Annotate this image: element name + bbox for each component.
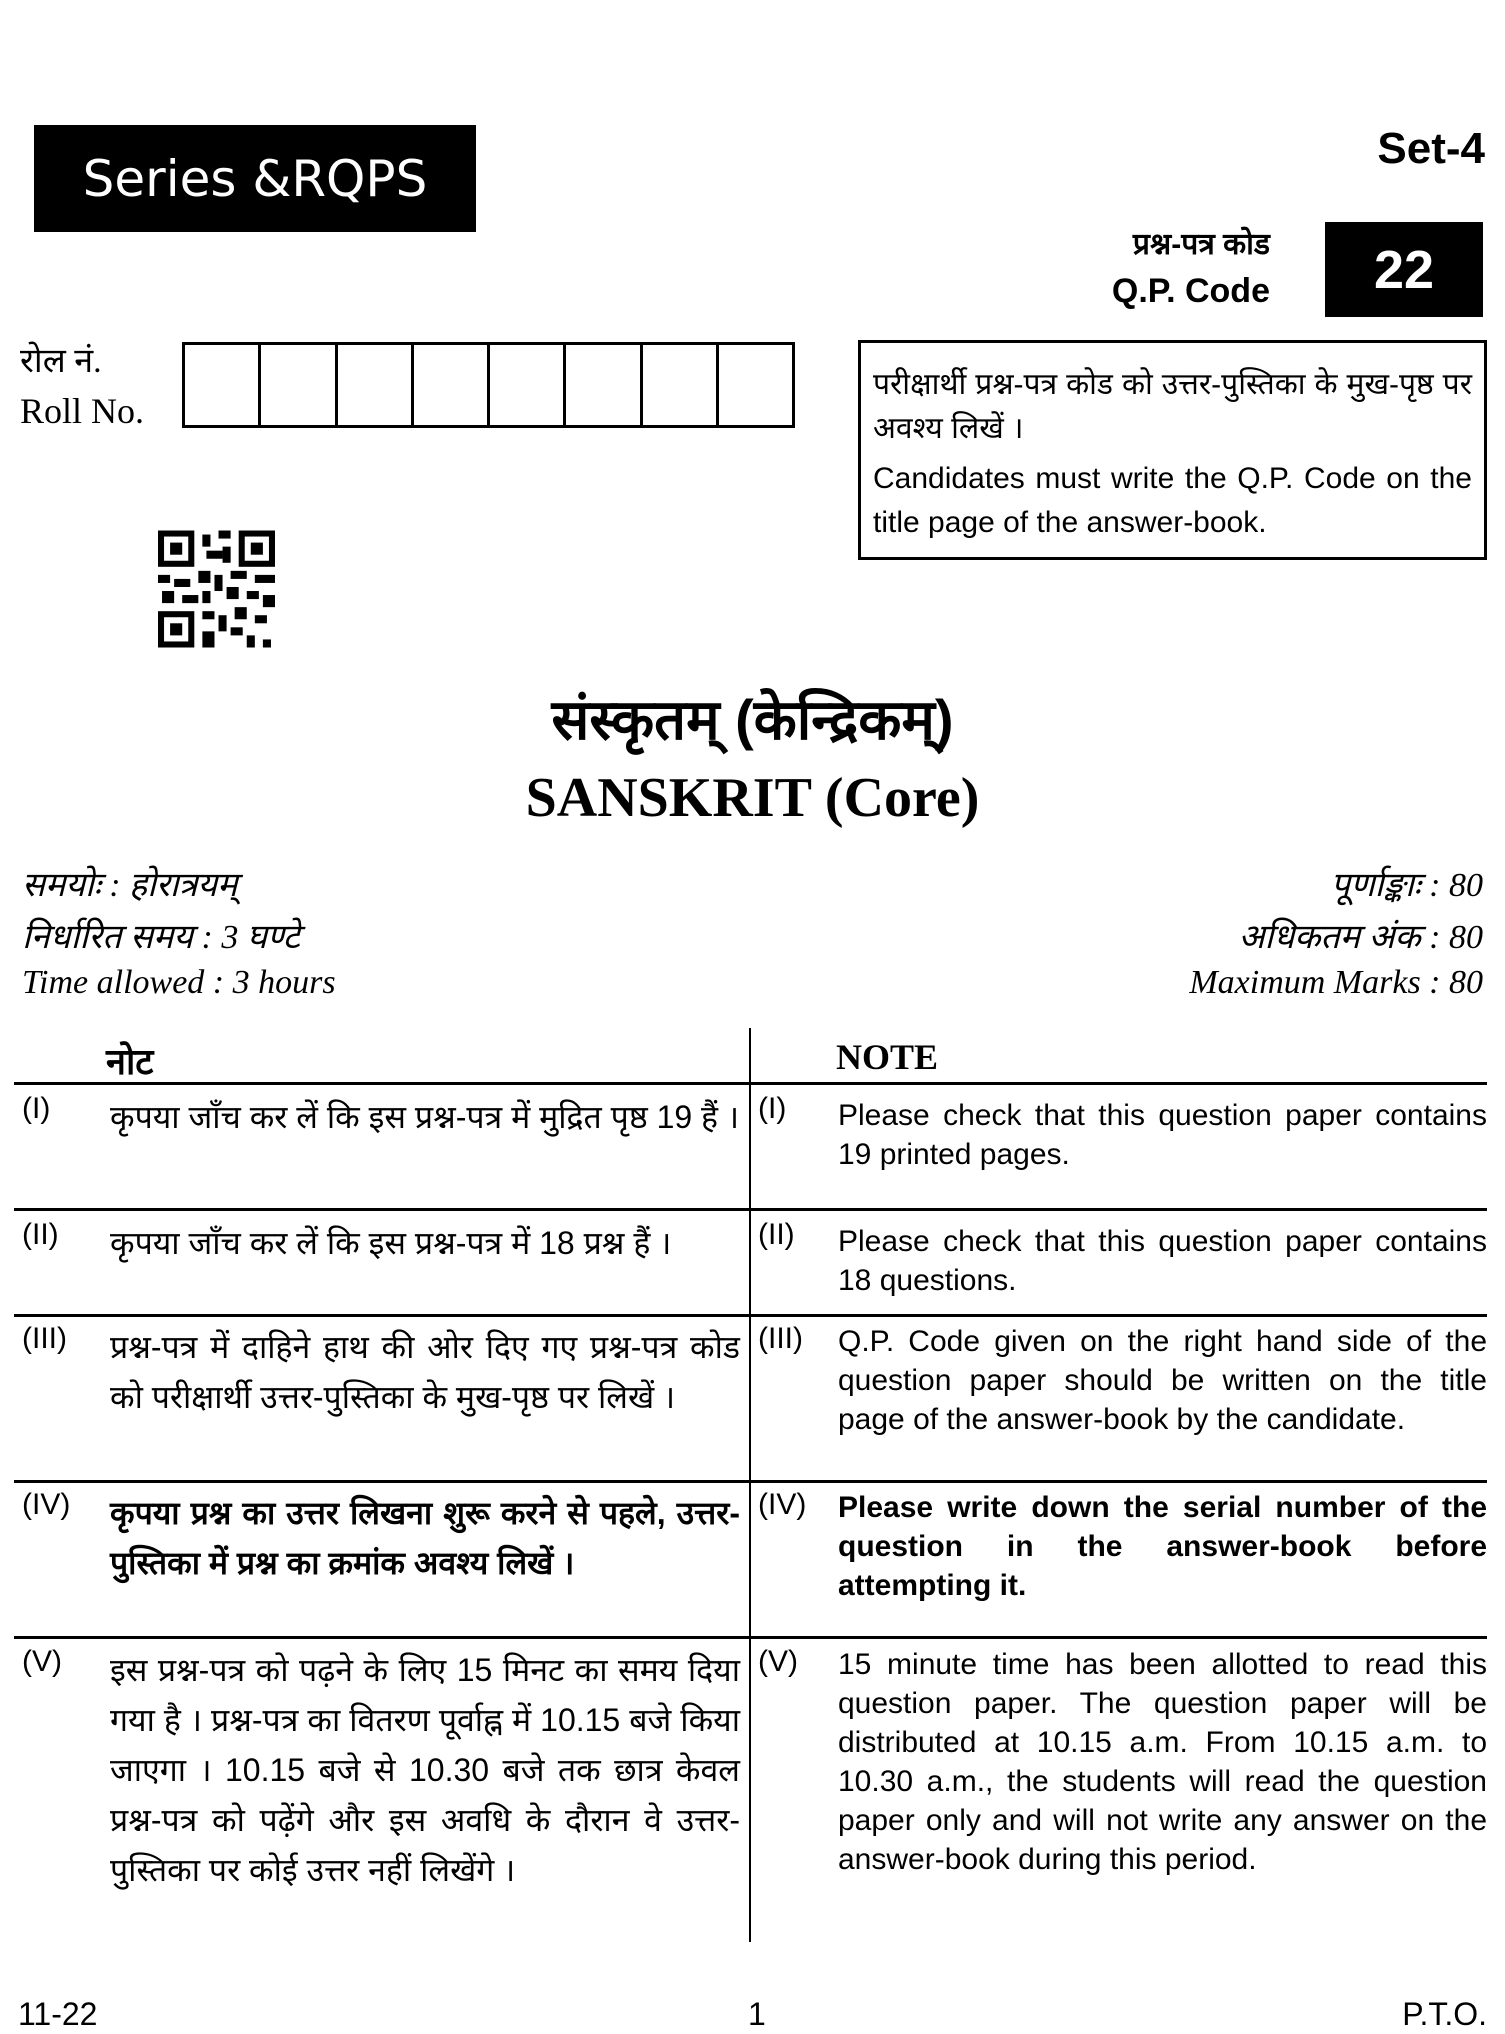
qp-code-notice	[858, 340, 1487, 560]
note-text-hindi: कृपया प्रश्न का उत्तर लिखना शुरू करने से पहले, उत्तर-पुस्तिका में प्रश्न का क्रमांक अवश्य लिखें ।	[110, 1495, 740, 1581]
roll-box[interactable]	[490, 345, 566, 425]
row-divider	[14, 1636, 1487, 1639]
marks-sanskrit: पूर्णाङ्काः : 80	[1330, 867, 1483, 904]
set-number: Set-4	[1377, 124, 1485, 173]
note-number: (IV)	[758, 1488, 807, 1521]
note-number: (II)	[22, 1218, 59, 1251]
note-text-english: Please write down the serial number of the question in the answer-book before attempting it.	[838, 1491, 1487, 1602]
note-text-english: Please check that this question paper contains 19 printed pages.	[838, 1099, 1487, 1171]
note-number: (III)	[758, 1322, 803, 1355]
note-text-hindi: इस प्रश्न-पत्र को पढ़ने के लिए 15 मिनट का समय दिया गया है । प्रश्न-पत्र का वितरण पूर्वाह्न में 10.15 बजे किया जाएगा । 10.15 बजे से 10.30 बजे तक छात्र केवल प्रश्न-पत्र को पढ़ेंगे और इस अवधि के दौरान वे उत्तर-पुस्तिका पर कोई उत्तर नहीं लिखेंगे ।	[110, 1652, 740, 1888]
roll-label: Roll No.	[20, 391, 145, 431]
roll-number-boxes[interactable]	[182, 342, 795, 428]
note-number: (I)	[22, 1092, 51, 1125]
subject-title: SANSKRIT (Core)	[525, 767, 980, 829]
note-number: (III)	[22, 1322, 67, 1355]
qr-code-icon	[158, 530, 275, 648]
note-number: (II)	[758, 1218, 795, 1251]
column-divider	[749, 1028, 751, 1942]
marks-hindi: अधिकतम अंक : 80	[1238, 919, 1483, 956]
note-text-hindi: कृपया जाँच कर लें कि इस प्रश्न-पत्र में मुद्रित पृष्ठ 19 हैं ।	[110, 1099, 740, 1135]
notice-english: Candidates must write the Q.P. Code on the title page of the answer-book.	[873, 462, 1472, 539]
series-label: Series &RQPS	[34, 125, 476, 232]
roll-box[interactable]	[643, 345, 719, 425]
maximum-marks: Maximum Marks : 80	[1189, 964, 1483, 1001]
row-divider	[14, 1480, 1487, 1483]
time-sanskrit: समयोः : होरात्रयम्	[22, 867, 238, 904]
row-divider	[14, 1314, 1487, 1317]
time-allowed: Time allowed : 3 hours	[22, 964, 336, 1001]
page-number: 1	[748, 1996, 766, 2032]
time-hindi: निर्धारित समय : 3 घण्टे	[22, 919, 300, 956]
row-divider	[14, 1082, 1487, 1085]
roll-box[interactable]	[566, 345, 642, 425]
please-turn-over: P.T.O.	[1402, 1996, 1487, 2032]
note-header: NOTE	[836, 1037, 939, 1077]
note-text-english: 15 minute time has been allotted to read this question paper. The question paper will be distributed at 10.15 a.m. From 10.15 a.m. to 10.30 a.m., the students will read the question paper only and will not write any answer on the answer-book during this period.	[838, 1648, 1487, 1876]
roll-label-hindi: रोल नं.	[20, 343, 102, 380]
note-text-hindi: कृपया जाँच कर लें कि इस प्रश्न-पत्र में 18 प्रश्न हैं ।	[110, 1225, 672, 1261]
note-number: (IV)	[22, 1488, 71, 1521]
roll-box[interactable]	[719, 345, 792, 425]
qp-code-value: 22	[1325, 222, 1483, 317]
qp-code-label: Q.P. Code	[1111, 272, 1270, 310]
note-number: (V)	[22, 1645, 62, 1678]
roll-box[interactable]	[185, 345, 261, 425]
qp-code-label-hindi: प्रश्न-पत्र कोड	[1132, 228, 1270, 261]
note-text-english: Please check that this question paper contains 18 questions.	[838, 1225, 1487, 1297]
row-divider	[14, 1208, 1487, 1211]
note-number: (I)	[758, 1092, 787, 1125]
notice-hindi: परीक्षार्थी प्रश्न-पत्र कोड को उत्तर-पुस्तिका के मुख-पृष्ठ पर अवश्य लिखें ।	[873, 368, 1472, 445]
note-header-hindi: नोट	[106, 1042, 154, 1082]
note-text-english: Q.P. Code given on the right hand side of the question paper should be written on the title page of the answer-book by the candidate.	[838, 1325, 1487, 1436]
note-number: (V)	[758, 1645, 798, 1678]
note-text-hindi: प्रश्न-पत्र में दाहिने हाथ की ओर दिए गए प्रश्न-पत्र कोड को परीक्षार्थी उत्तर-पुस्तिका के मुख-पृष्ठ पर लिखें ।	[110, 1329, 740, 1415]
subject-title-hindi: संस्कृतम् (केन्द्रिकम्)	[551, 688, 954, 751]
roll-box[interactable]	[338, 345, 414, 425]
roll-box[interactable]	[261, 345, 337, 425]
roll-box[interactable]	[414, 345, 490, 425]
paper-code: 11-22	[18, 1996, 98, 2032]
